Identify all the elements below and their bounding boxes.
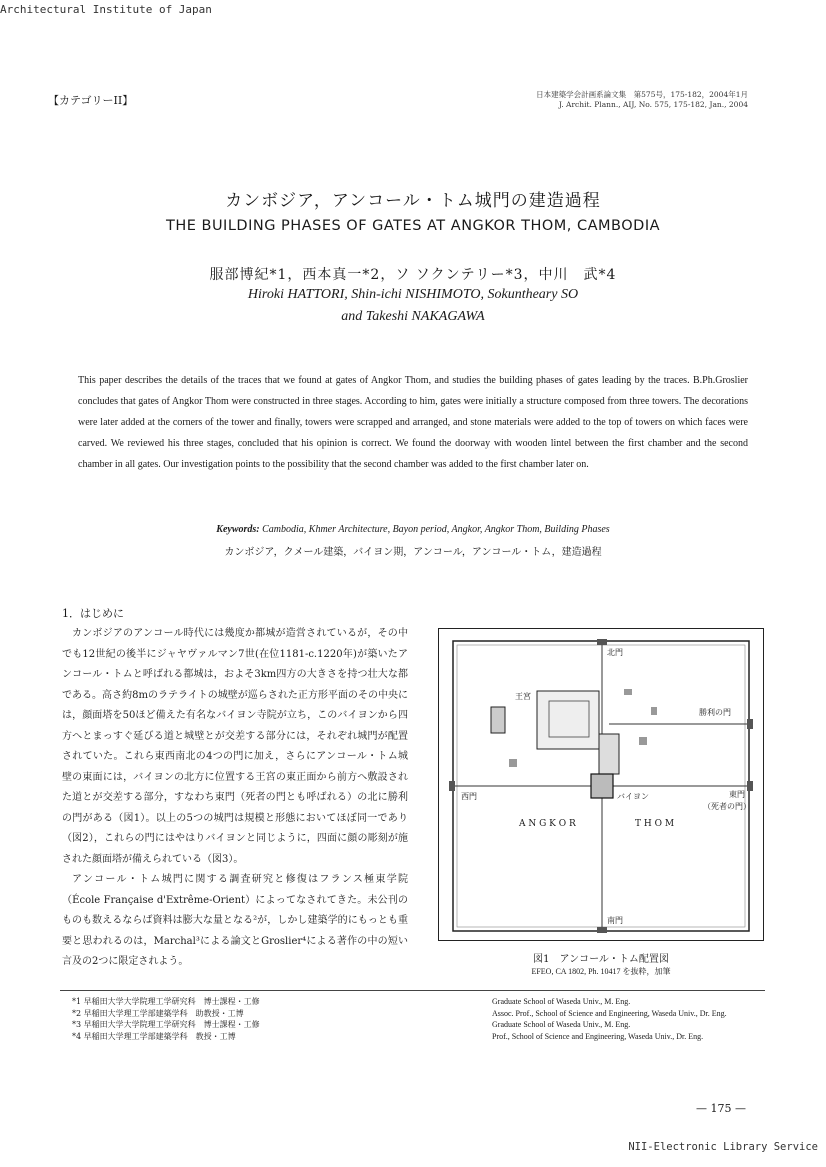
label-east-gate: 東門 xyxy=(729,790,745,799)
figure-caption: 図1 アンコール・トム配置図 xyxy=(533,954,669,965)
journal-en: J. Archit. Plann., AIJ, No. 575, 175-182, Jan., 2004 xyxy=(558,100,748,109)
footnote-en-4: Prof., School of Science and Engineering, Waseda Univ., Dr. Eng. xyxy=(492,1031,704,1041)
label-palace: 王宮 xyxy=(515,692,531,701)
label-east-gate-alt: （死者の門） xyxy=(703,802,751,811)
west-gate-mark xyxy=(449,781,455,791)
category-label: 【カテゴリーII】 xyxy=(48,94,134,107)
journal-ja: 日本建築学会計画系論文集 第575号，175-182，2004年1月 xyxy=(536,90,748,99)
body-paragraph-2: アンコール・トム城門に関する調査研究と修復はフランス極東学院（École Française d'Extrême-Orient）によってなされてきた。未公刊のものも数えるならば資料は膨大な量となる²が，しかし建築学的にもっとも重要と思われるのは，Marchal³による論文とGroslier⁴による著作の中の短い言及の2つに限定されよう。 xyxy=(62,874,408,967)
north-gate-mark xyxy=(597,639,607,645)
label-bayon: バイヨン xyxy=(617,792,649,801)
abstract: This paper describes the details of the traces that we found at gates of Angkor Thom, and studies the building phases of gates leading by the traces. B.Ph.Groslier concludes that gates of Angkor Thom were constructed in three stages. According to him, gates were initially a structure composed from three towers. The decorations were later added at the corners of the tower and finally, towers were scrapped and arranged, and stone materials were added to the top of towers on which faces were carved. We reviewed his three stages, concluded that his opinion is correct. We found the doorway with wooden lintel between the first chamber and the second chamber in all gates. Our investigation points to the possibility that the second chamber was added to the first chamber later on. xyxy=(78,375,748,470)
footnotes-japanese xyxy=(72,996,260,1042)
victory-gate-mark xyxy=(747,719,753,729)
authors-english-line2: and Takeshi NAKAGAWA xyxy=(341,309,485,324)
footnote-en-1: Graduate School of Waseda Univ., M. Eng. xyxy=(492,997,631,1006)
label-angkor: A N G K O R xyxy=(519,819,576,829)
temple-small-4 xyxy=(509,759,517,767)
title-japanese: カンボジア，アンコール・トム城門の建造過程 xyxy=(225,191,601,211)
keywords-label: Keywords: xyxy=(216,524,260,535)
journal-info xyxy=(536,90,748,110)
footnote-ja-3: *3 早稲田大学大学院理工学研究科 博士課程・工修 xyxy=(72,1020,260,1029)
footnote-en-2: Assoc. Prof., School of Science and Engineering, Waseda Univ., Dr. Eng. xyxy=(492,1008,727,1018)
authors-japanese: 服部博紀*1，西本真一*2，ソ ソクンテリー*3，中川 武*4 xyxy=(209,267,617,283)
temple-small-3 xyxy=(639,737,647,745)
label-south-gate: 南門 xyxy=(607,916,623,925)
footnote-ja-2: *2 早稲田大学理工学部建築学科 助教授・工博 xyxy=(72,1008,244,1018)
temple-small-1 xyxy=(624,689,632,695)
footnote-ja-1: *1 早稲田大学大学院理工学研究科 博士課程・工修 xyxy=(72,997,260,1006)
footnotes-english xyxy=(492,996,727,1042)
keywords-list: Cambodia, Khmer Architecture, Bayon period, Angkor, Angkor Thom, Building Phases xyxy=(262,524,610,535)
authors-english-line1: Hiroki HATTORI, Shin-ichi NISHIMOTO, Sokuntheary SO xyxy=(247,287,579,302)
section-heading: 1．はじめに xyxy=(62,607,124,620)
label-west-gate: 西門 xyxy=(461,792,477,801)
label-thom: T H O M xyxy=(635,819,675,829)
terrace xyxy=(599,734,619,774)
royal-palace xyxy=(537,691,599,749)
label-victory-gate: 勝利の門 xyxy=(699,708,731,717)
figure-source: EFEO, CA 1802, Ph. 10417 を抜粋，加筆 xyxy=(531,967,671,976)
footnote-en-3: Graduate School of Waseda Univ., M. Eng. xyxy=(492,1020,631,1029)
keywords-japanese: カンボジア，クメール建築，バイヨン期，アンコール，アンコール・トム，建造過程 xyxy=(224,547,602,558)
temple-small-2 xyxy=(651,707,657,715)
label-north-gate: 北門 xyxy=(607,648,623,657)
south-gate-mark xyxy=(597,927,607,933)
source-banner: Architectural Institute of Japan xyxy=(0,3,212,16)
page-number: — 175 — xyxy=(696,1102,746,1115)
body-paragraph-1: カンボジアのアンコール時代には幾度か都城が造営されているが，その中でも12世紀の後半にジャヤヴァルマン7世(在位1181-c.1220年)が築いたアンコール・トムと呼ばれる都城は，およそ3km四方の大きさを持つ壮大な都である。高さ約8mのラテライトの城壁が巡らされた正方形平面のその中央には，顔面塔を50ほど備えた有名なバイヨン寺院が立ち，このバイヨンから四方へとまっすぐ延びる道と城壁とが交差する部分には，それぞれ城門が配置されていた。これら東西南北の4つの門に加え，さらにアンコール・トム城壁の東面には，バイヨンの北方に位置する王宮の東正面から前方へ敷設された道とが交差する部分，すなわち東門（死者の門とも呼ばれる）の北に勝利の門がある（図1）。以上の5つの城門は規模と形態においてほぼ同一であり（図2），これらの門にはやはりバイヨンと同じように，四面に顔の彫刻が施された顔面塔が備えられている（図3）。 xyxy=(62,628,408,865)
body-text xyxy=(62,624,408,973)
baphuon xyxy=(491,707,505,733)
east-gate-mark xyxy=(747,781,753,791)
site-plan-figure xyxy=(438,628,764,941)
title-english: THE BUILDING PHASES OF GATES AT ANGKOR THOM, CAMBODIA xyxy=(165,218,661,234)
footer-service: NII-Electronic Library Service xyxy=(628,1141,818,1153)
site-plan-drawing xyxy=(439,629,763,940)
footnote-ja-4: *4 早稲田大学理工学部建築学科 教授・工博 xyxy=(72,1031,236,1041)
footnote-rule xyxy=(60,990,765,991)
bayon-temple xyxy=(591,774,613,798)
keywords-english xyxy=(0,524,826,535)
